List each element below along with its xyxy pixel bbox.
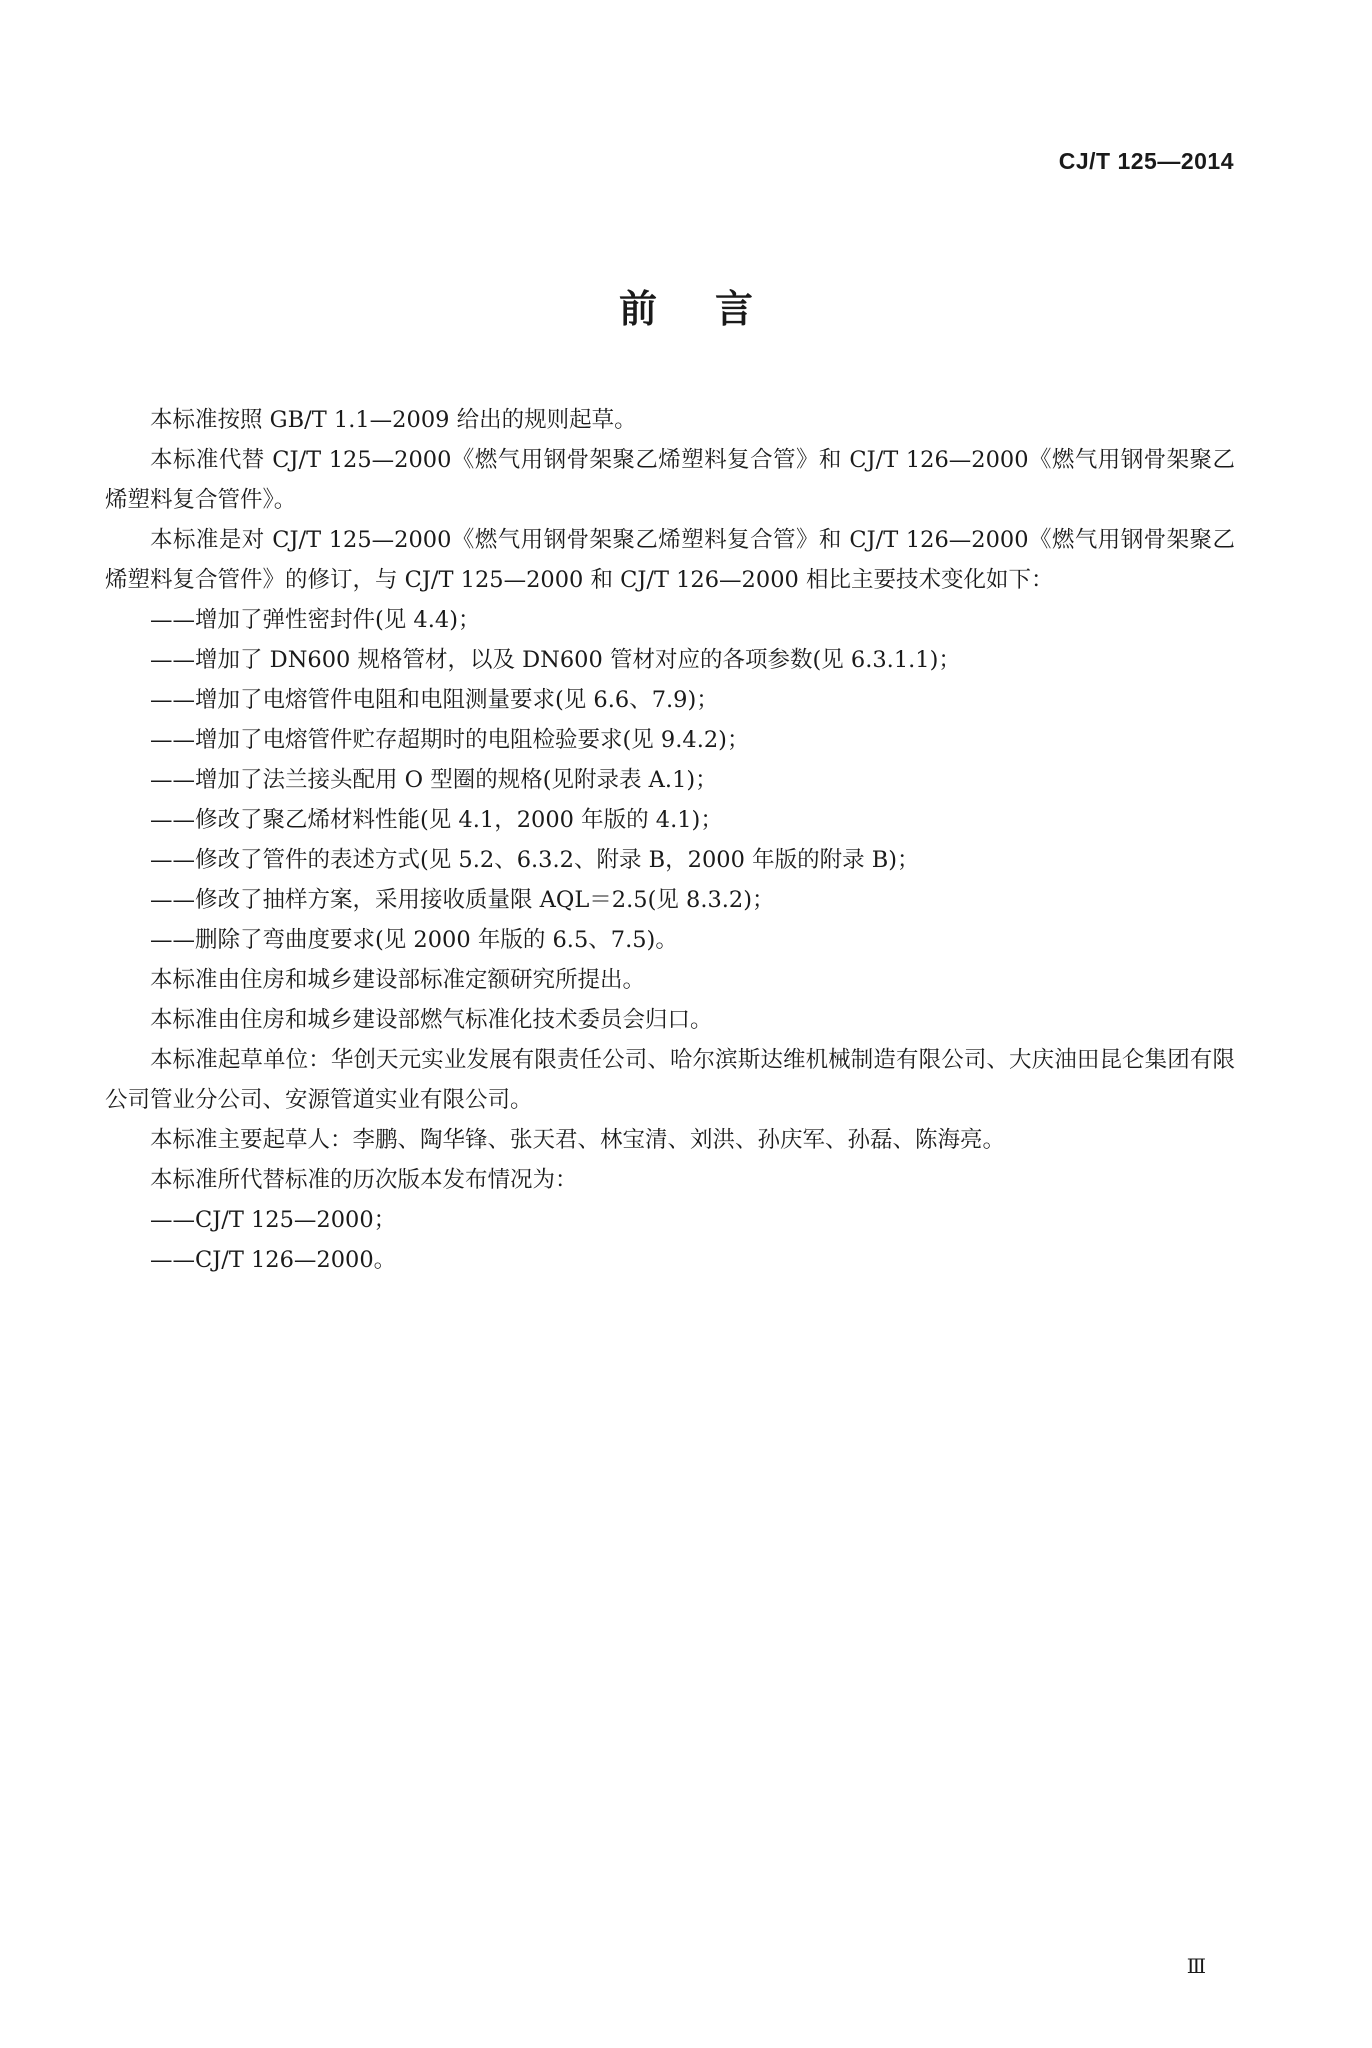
change-item: ——增加了法兰接头配用 O 型圈的规格(见附录表 A.1)； (150, 767, 718, 793)
page-number: Ⅲ (1186, 1954, 1206, 1978)
paragraph: 本标准是对 CJ/T 125—2000《燃气用钢骨架聚乙烯塑料复合管》和 CJ/T 126—2000《燃气用钢骨架聚乙烯塑料复合管件》的修订，与 CJ/T 125—2000 和 CJ/T 126—2000 相比主要技术变化如下： (105, 527, 1235, 593)
change-item: ——增加了电熔管件贮存超期时的电阻检验要求(见 9.4.2)； (150, 727, 750, 753)
foreword-body (105, 400, 1235, 1280)
paragraph: 本标准按照 GB/T 1.1—2009 给出的规则起草。 (150, 407, 637, 433)
change-item: ——修改了抽样方案，采用接收质量限 AQL＝2.5(见 8.3.2)； (150, 887, 775, 913)
change-item: ——增加了电熔管件电阻和电阻测量要求(见 6.6、7.9)； (150, 687, 719, 713)
paragraph: 本标准起草单位：华创天元实业发展有限责任公司、哈尔滨斯达维机械制造有限公司、大庆油田昆仑集团有限公司管业分公司、安源管道实业有限公司。 (105, 1047, 1235, 1113)
paragraph: 本标准代替 CJ/T 125—2000《燃气用钢骨架聚乙烯塑料复合管》和 CJ/T 126—2000《燃气用钢骨架聚乙烯塑料复合管件》。 (105, 447, 1235, 513)
change-item: ——删除了弯曲度要求(见 2000 年版的 6.5、7.5)。 (150, 927, 678, 953)
page-title: 前言 (618, 287, 811, 331)
paragraph: 本标准由住房和城乡建设部标准定额研究所提出。 (150, 967, 646, 993)
change-item: ——增加了 DN600 规格管材，以及 DN600 管材对应的各项参数(见 6.3.1.1)； (150, 647, 961, 673)
previous-version-item: ——CJ/T 126—2000。 (150, 1247, 397, 1273)
standard-code: CJ/T 125—2014 (1058, 148, 1234, 174)
paragraph: 本标准主要起草人：李鹏、陶华锋、张天君、林宝清、刘洪、孙庆军、孙磊、陈海亮。 (150, 1127, 1006, 1153)
change-item: ——修改了聚乙烯材料性能(见 4.1，2000 年版的 4.1)； (150, 807, 723, 833)
paragraph: 本标准所代替标准的历次版本发布情况为： (150, 1167, 578, 1193)
change-item: ——增加了弹性密封件(见 4.4)； (150, 607, 481, 633)
previous-version-item: ——CJ/T 125—2000； (150, 1207, 397, 1233)
change-item: ——修改了管件的表述方式(见 5.2、6.3.2、附录 B，2000 年版的附录 B)； (150, 847, 920, 873)
paragraph: 本标准由住房和城乡建设部燃气标准化技术委员会归口。 (150, 1007, 713, 1033)
